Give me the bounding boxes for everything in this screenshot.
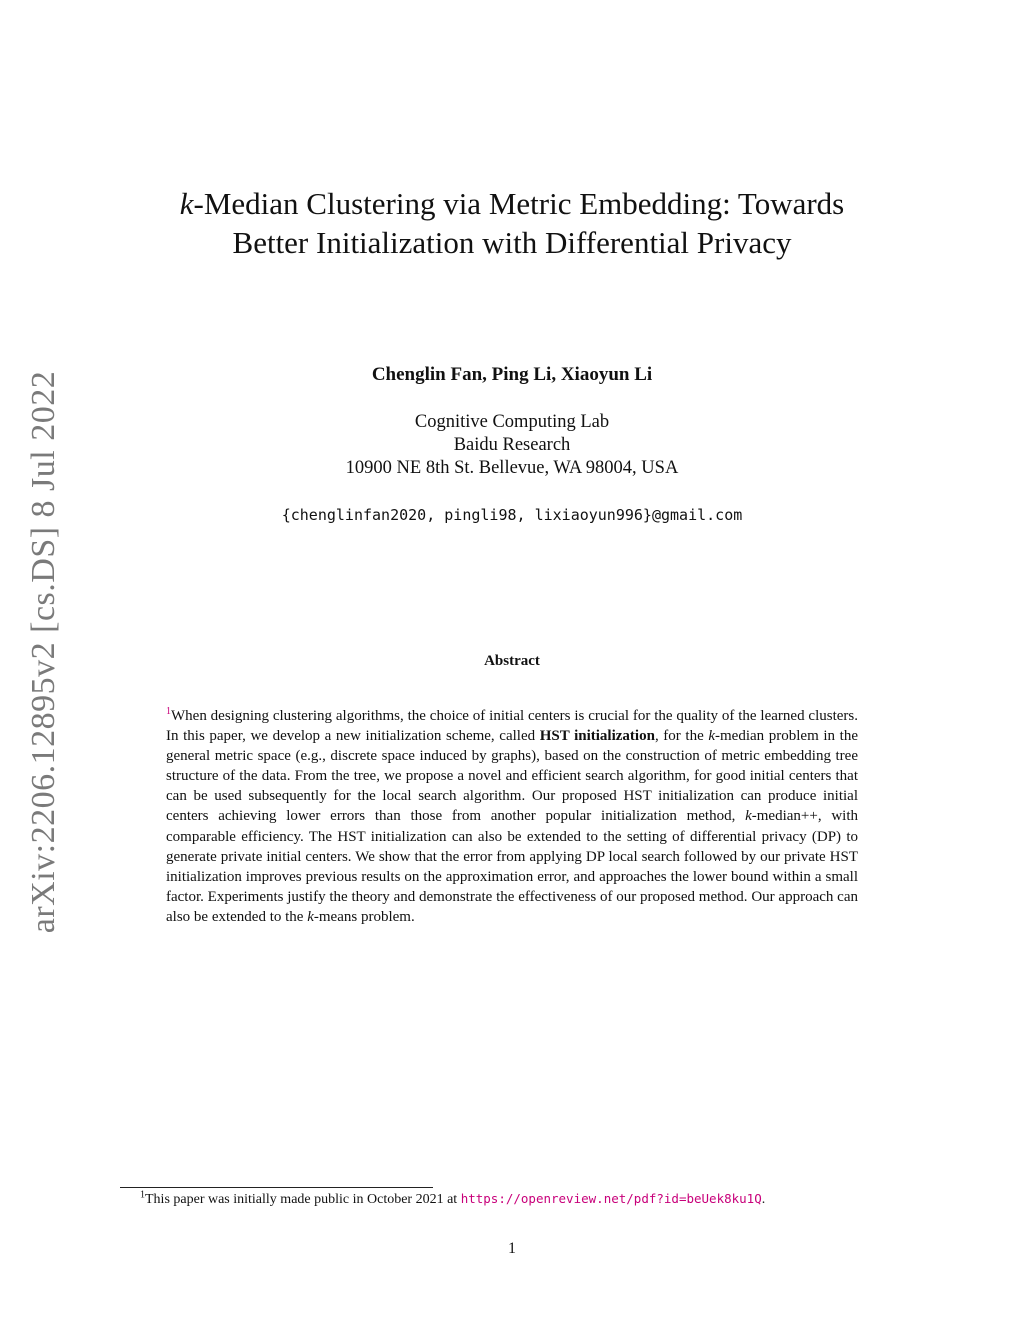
abstract-bold-term: HST initialization — [539, 728, 655, 745]
footnote-mark: 1 — [140, 1189, 145, 1201]
abstract-k-variable: k — [307, 908, 314, 925]
abstract-text: -median++, with comparable efficiency. The HST initialization can also be extended to the setting of differential privacy (DP) to generate private initial centers. We show that the error from applying DP local search followed by our private HST initialization improves previous results on the approximation error, and approaches the lower bound within a small factor. Experiments justify the theory and demonstrate the effectiveness of our proposed method. Our approach can also be extended to the — [166, 808, 858, 925]
footnote — [140, 1191, 765, 1208]
abstract-heading: Abstract — [484, 653, 540, 669]
footnote-divider — [120, 1187, 433, 1188]
affiliation-lab: Cognitive Computing Lab — [414, 412, 610, 432]
abstract-text: -median problem in the general metric space (e.g., discrete space induced by graphs), based on the construction of metric embedding tree structure of the data. From the tree, we propose a novel and efficient search algorithm, for good initial centers that can be used subsequently for the local search algorithm. Our proposed HST initialization can produce initial centers achieving lower errors than those from another popular initialization method, — [166, 728, 858, 825]
title-k-variable: k — [179, 186, 194, 221]
paper-title — [0, 184, 1024, 262]
abstract-body — [166, 706, 858, 927]
page-number: 1 — [508, 1240, 516, 1257]
abstract-footnote-link[interactable]: 1 — [166, 706, 171, 717]
footnote-text: This paper was initially made public in October 2021 at — [145, 1192, 461, 1207]
title-line-2: Better Initialization with Differential Privacy — [232, 225, 792, 260]
affiliation — [0, 411, 1024, 480]
title-line-1-text: -Median Clustering via Metric Embedding: Towards — [193, 186, 845, 221]
arxiv-identifier-stamp: arXiv:2206.12895v2 [cs.DS] 8 Jul 2022 — [25, 370, 62, 934]
abstract-k-variable: k — [708, 728, 716, 745]
author-emails: {chenglinfan2020, pingli98, lixiaoyun996}@gmail.com — [281, 506, 743, 524]
abstract-text: When designing clustering algorithms, the choice of initial centers is crucial for the quality of the learned clusters. In this paper, we develop a new initialization scheme, called — [166, 708, 858, 745]
abstract-text: -means problem. — [313, 908, 415, 925]
author-list: Chenglin Fan, Ping Li, Xiaoyun Li — [371, 364, 653, 385]
affiliation-address: 10900 NE 8th St. Bellevue, WA 98004, USA — [345, 458, 679, 478]
abstract-text: , for the — [654, 728, 709, 745]
title-line-1 — [0, 184, 1024, 223]
abstract-k-variable: k — [745, 808, 752, 825]
footnote-end: . — [761, 1192, 766, 1207]
affiliation-org: Baidu Research — [453, 435, 571, 455]
footnote-url-link[interactable]: https://openreview.net/pdf?id=beUek8ku1Q — [460, 1191, 762, 1206]
